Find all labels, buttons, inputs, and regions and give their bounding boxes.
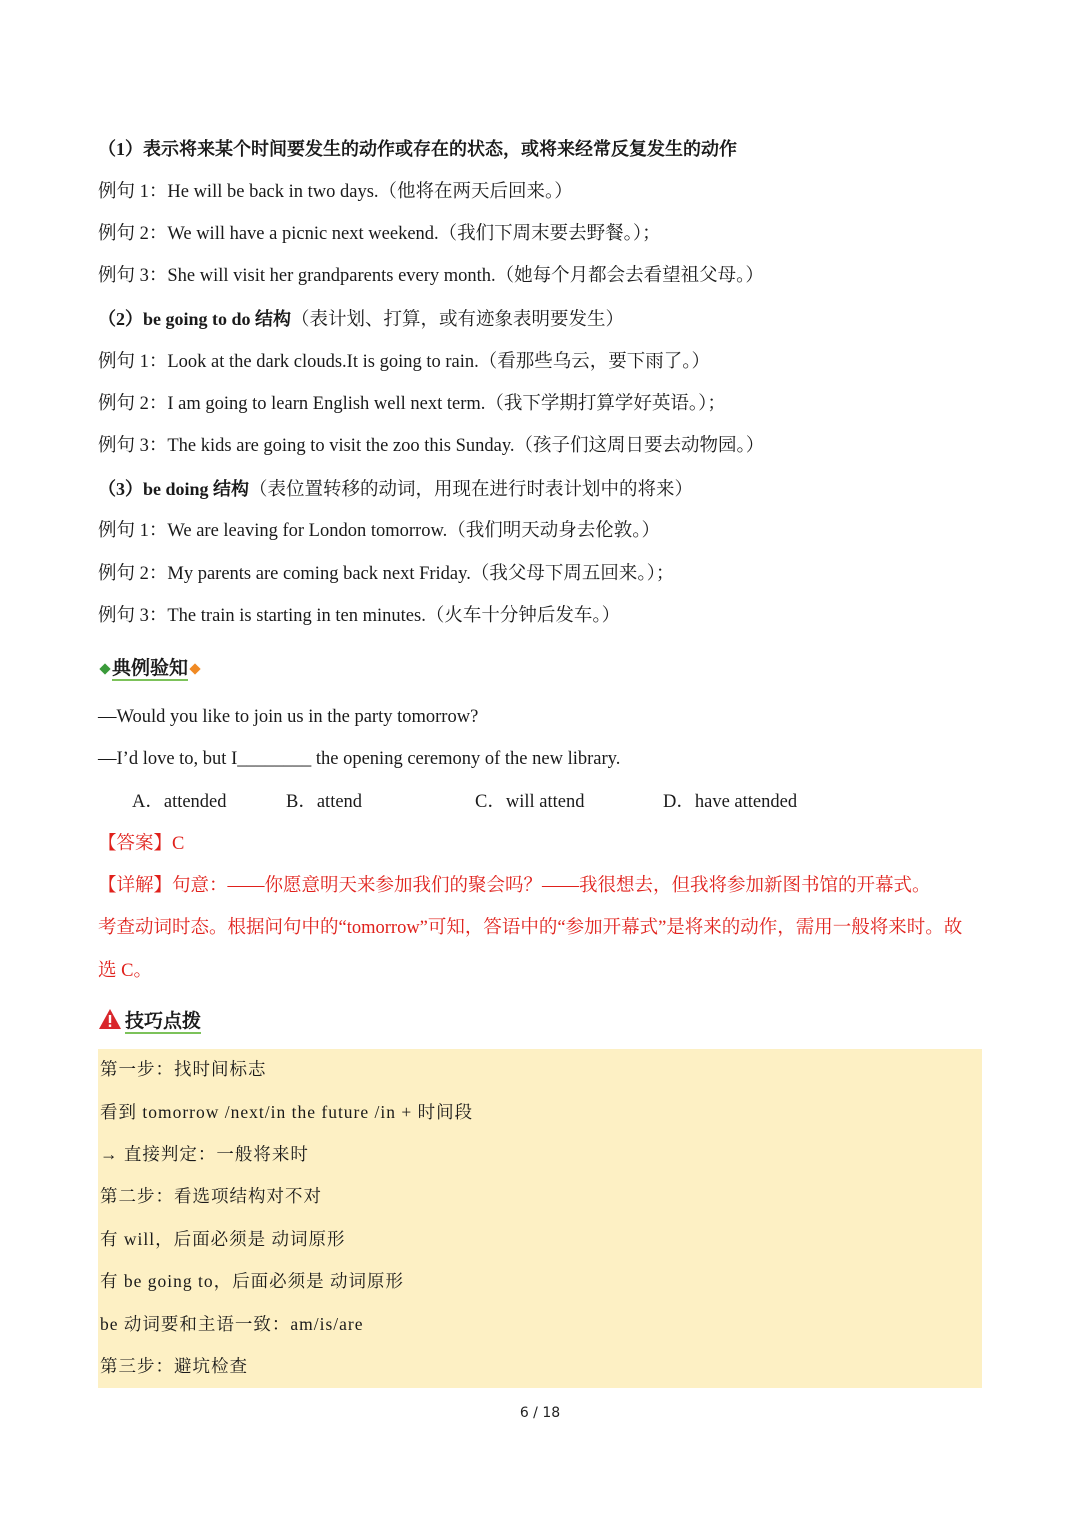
option-c: C．will attend: [475, 792, 585, 812]
section-2-heading-rest: （表计划、打算，或有迹象表明要发生）: [291, 310, 625, 330]
question-line: —I’d love to, but I________ the opening ceremony of the new library.: [98, 749, 621, 769]
explanation-line: 选 C。: [98, 961, 152, 981]
option-b: B．attend: [286, 792, 363, 812]
tip-line: be 动词要和主语一致：am/is/are: [100, 1314, 364, 1334]
option-d: D．have attended: [663, 792, 798, 812]
tip-line: 有 will，后面必须是 动词原形: [100, 1229, 346, 1249]
section-3-heading: [98, 477, 693, 502]
tips-section-title-text: 技巧点拨: [125, 1010, 202, 1032]
diamond-bullet-icon: [99, 663, 110, 674]
question-line: —Would you like to join us in the party tomorrow?: [98, 707, 479, 727]
tip-line: 看到 tomorrow /next/in the future /in + 时间段: [100, 1102, 474, 1122]
example-section-title: [98, 655, 202, 681]
explanation-line: 考查动词时态。根据问句中的“tomorrow”可知，答语中的“参加开幕式”是将来的动作，需用一般将来时。故: [98, 918, 963, 938]
tip-line: 第二步：看选项结构对不对: [100, 1186, 322, 1206]
example-line: 例句 3：The train is starting in ten minutes.（火车十分钟后发车。）: [98, 606, 621, 626]
example-line: 例句 1：We are leaving for London tomorrow.（我们明天动身去伦敦。）: [98, 521, 660, 541]
diamond-bullet-icon: [189, 663, 200, 674]
tip-line: → 直接判定：一般将来时: [100, 1144, 309, 1164]
section-3-heading-bold: （3）be doing 结构: [98, 479, 250, 499]
example-line: 例句 2：We will have a picnic next weekend.（我们下周末要去野餐。）；: [98, 224, 661, 244]
warning-icon: [98, 1008, 122, 1037]
tip-line: 第三步：避坑检查: [100, 1356, 248, 1376]
page-number: 6 / 18: [519, 1405, 561, 1421]
section-1-heading: （1）表示将来某个时间要发生的动作或存在的状态，或将来经常反复发生的动作: [98, 139, 737, 159]
example-line: 例句 3：She will visit her grandparents every month.（她每个月都会去看望祖父母。）: [98, 266, 764, 286]
tip-line: 有 be going to，后面必须是 动词原形: [100, 1271, 404, 1291]
example-line: 例句 2：My parents are coming back next Friday.（我父母下周五回来。）；: [98, 564, 675, 584]
example-line: 例句 3：The kids are going to visit the zoo this Sunday.（孩子们这周日要去动物园。）: [98, 436, 765, 456]
tips-section-title: [98, 1008, 201, 1037]
option-a: A．attended: [132, 792, 227, 812]
example-line: 例句 1：Look at the dark clouds.It is going to rain.（看那些乌云，要下雨了。）: [98, 352, 710, 372]
example-line: 例句 2：I am going to learn English well next term.（我下学期打算学好英语。）；: [98, 394, 726, 414]
explanation-line: 【详解】句意：——你愿意明天来参加我们的聚会吗？——我很想去，但我将参加新图书馆的开幕式。: [98, 876, 931, 896]
tip-line: 第一步：找时间标志: [100, 1059, 267, 1079]
section-2-heading-bold: （2）be going to do 结构: [98, 309, 292, 329]
example-section-title-text: 典例验知: [112, 657, 189, 679]
example-line: 例句 1：He will be back in two days.（他将在两天后回来。）: [98, 182, 573, 202]
section-2-heading: [98, 307, 624, 332]
answer-line: 【答案】C: [98, 834, 185, 854]
section-3-heading-rest: （表位置转移的动词，用现在进行时表计划中的将来）: [249, 480, 694, 500]
